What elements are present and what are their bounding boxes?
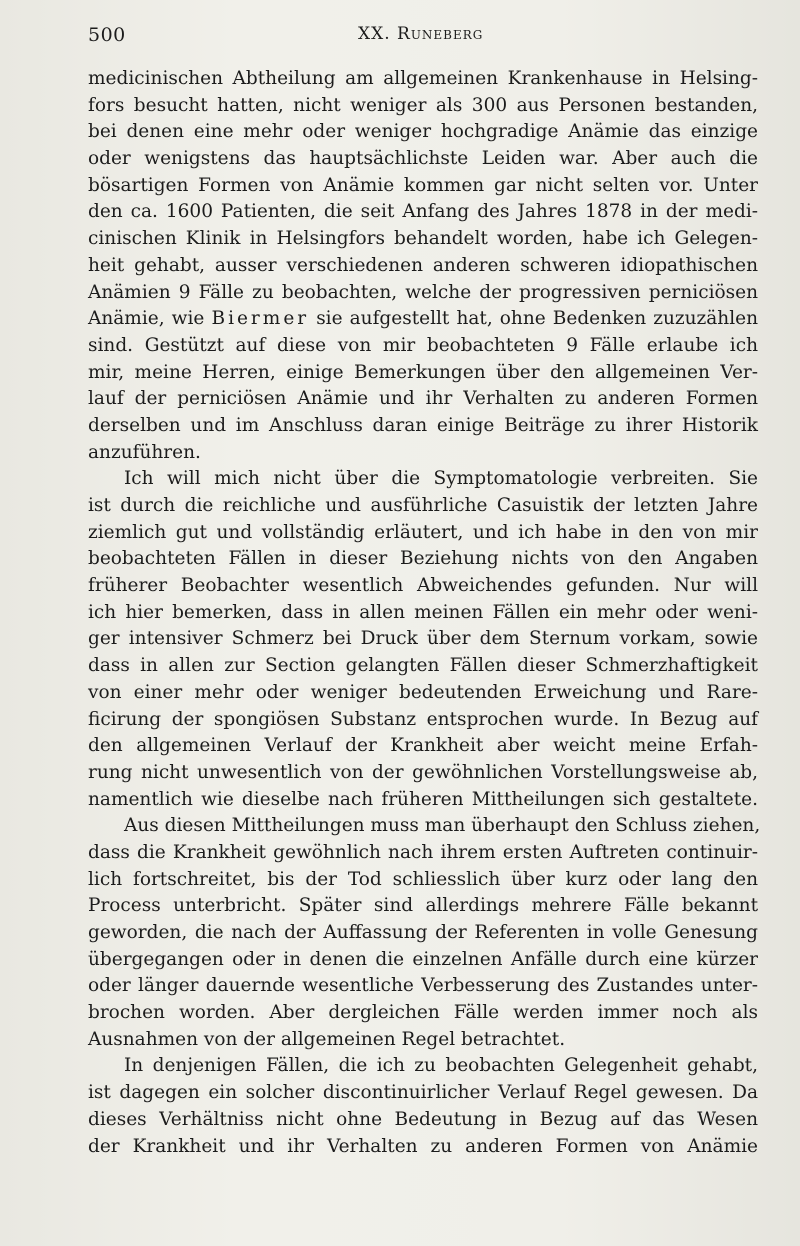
text-line: mir, meine Herren, einige Bemerkungen über den allgemeinen Ver- <box>88 361 758 383</box>
author-name: Biermer <box>211 308 310 330</box>
text-line: ziemlich gut und vollständig erläutert, und ich habe in den von mir <box>88 521 758 543</box>
text-line: geworden, die nach der Auffassung der Referenten in volle Genesung <box>88 922 758 943</box>
text-line: beobachteten Fällen in dieser Beziehung nichts von den Angaben <box>88 548 758 570</box>
text-line: dass die Krankheit gewöhnlich nach ihrem ersten Auftreten continuir- <box>88 841 758 863</box>
text-line: oder länger dauernde wesentliche Verbesserung des Zustandes unter- <box>88 975 758 997</box>
text-line: dass in allen zur Section gelangten Fällen dieser Schmerzhaftigkeit <box>88 655 758 677</box>
text-line: übergegangen oder in denen die einzelnen Anfälle durch eine kürzer <box>88 948 758 970</box>
text-line: lich fortschreitet, bis der Tod schliesslich über kurz oder lang den <box>88 868 758 890</box>
text-segment: sie aufgestellt hat, ohne Bedenken zuzuzählen <box>309 308 758 330</box>
text-line: von einer mehr oder weniger bedeutenden Erweichung und Rare- <box>88 681 758 703</box>
text-line: bei denen eine mehr oder weniger hochgradige Anämie das einzige <box>88 121 758 143</box>
text-line: fors besucht hatten, nicht weniger als 300 aus Personen bestanden, <box>88 94 758 116</box>
text-line: brochen worden. Aber dergleichen Fälle werden immer noch als <box>88 1002 758 1024</box>
text-line: ficirung der spongiösen Substanz entsprochen wurde. In Bezug auf <box>88 708 758 730</box>
text-line: rung nicht unwesentlich von der gewöhnlichen Vorstellungsweise ab, <box>88 761 758 783</box>
text-line: namentlich wie dieselbe nach früheren Mittheilungen sich gestaltete. <box>88 788 758 810</box>
text-line: den ca. 1600 Patienten, die seit Anfang des Jahres 1878 in der medi- <box>88 201 758 223</box>
text-line: Ausnahmen von der allgemeinen Regel betrachtet. <box>88 1028 566 1050</box>
text-line: bösartigen Formen von Anämie kommen gar nicht selten vor. Unter <box>88 174 758 196</box>
text-line: Ich will mich nicht über die Symptomatologie verbreiten. Sie <box>124 468 758 490</box>
text-line: ger intensiver Schmerz bei Druck über dem Sternum vorkam, sowie <box>88 628 758 650</box>
page-header <box>88 24 752 54</box>
text-line: früherer Beobachter wesentlich Abweichendes gefunden. Nur will <box>88 575 758 597</box>
text-line-with-author <box>88 306 758 333</box>
text-line: ist dagegen ein solcher discontinuirlicher Verlauf Regel gewesen. Da <box>88 1082 758 1104</box>
text-segment: Anämie, wie <box>88 308 212 330</box>
body-text <box>88 66 761 1160</box>
text-line: Process unterbricht. Später sind allerdings mehrere Fälle bekannt <box>88 895 758 917</box>
text-line: dieses Verhältniss nicht ohne Bedeutung in Bezug auf das Wesen <box>88 1108 758 1130</box>
text-line: anzuführen. <box>88 441 201 463</box>
text-line: Anämien 9 Fälle zu beobachten, welche der progressiven perniciösen <box>88 281 758 303</box>
page-number: 500 <box>88 24 126 46</box>
text-line: den allgemeinen Verlauf der Krankheit aber weicht meine Erfah- <box>88 735 758 757</box>
text-line: In denjenigen Fällen, die ich zu beobachten Gelegenheit gehabt, <box>124 1055 758 1077</box>
text-line: Aus diesen Mittheilungen muss man überhaupt den Schluss ziehen, <box>124 815 761 837</box>
text-line: medicinischen Abtheilung am allgemeinen Krankenhause in Helsing- <box>88 68 758 89</box>
text-line: lauf der perniciösen Anämie und ihr Verhalten zu anderen Formen <box>88 388 758 410</box>
text-line: oder wenigstens das hauptsächlichste Leiden war. Aber auch die <box>88 148 758 170</box>
text-line: ist durch die reichliche und ausführliche Casuistik der letzten Jahre <box>88 495 758 516</box>
text-line: derselben und im Anschluss daran einige Beiträge zu ihrer Historik <box>88 414 758 436</box>
text-line: sind. Gestützt auf diese von mir beobachteten 9 Fälle erlaube ich <box>88 334 758 356</box>
text-line: heit gehabt, ausser verschiedenen anderen schweren idiopathischen <box>88 254 758 276</box>
text-line: cinischen Klinik in Helsingfors behandelt worden, habe ich Gelegen- <box>88 228 758 250</box>
text-line: der Krankheit und ihr Verhalten zu anderen Formen von Anämie <box>88 1135 758 1157</box>
running-head: XX. Runeberg <box>358 24 484 44</box>
text-line: ich hier bemerken, dass in allen meinen Fällen ein mehr oder weni- <box>88 601 758 623</box>
